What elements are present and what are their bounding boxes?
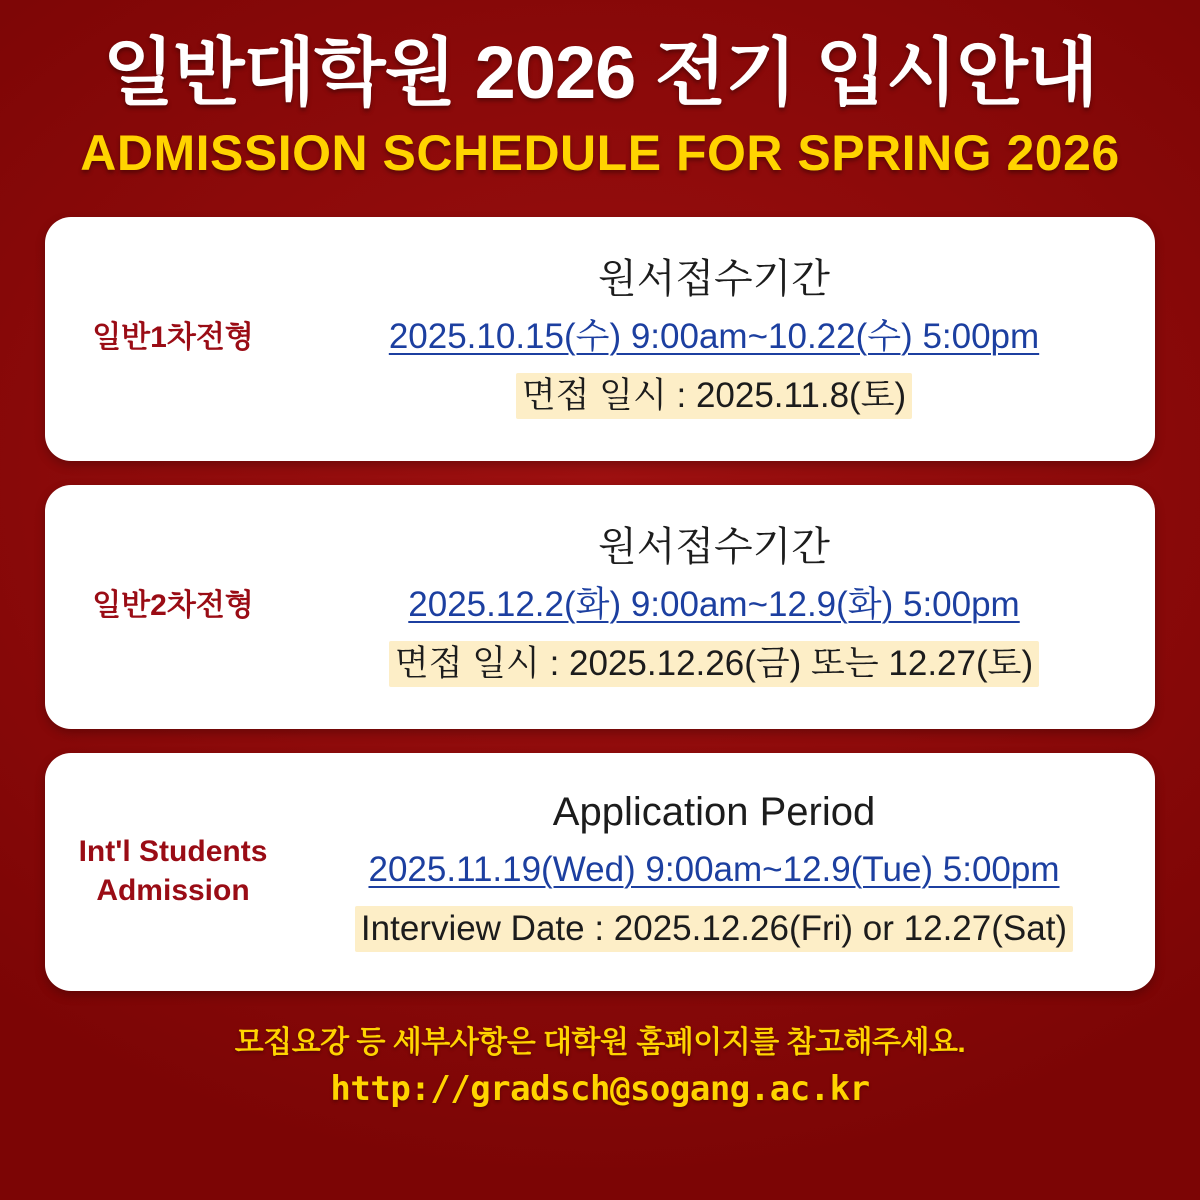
schedule-card-round1	[45, 217, 1155, 461]
application-period-heading-international: Application Period	[552, 789, 876, 834]
application-period-heading-round1: 원서접수기간	[598, 256, 830, 301]
card-body-international	[289, 790, 1139, 952]
page-title-english: ADMISSION SCHEDULE FOR SPRING 2026	[80, 124, 1120, 181]
schedule-card-international	[45, 753, 1155, 991]
card-label-round2: 일반2차전형	[92, 588, 254, 622]
application-period-value-round2: 2025.12.2(화) 9:00am~12.9(화) 5:00pm	[408, 584, 1020, 624]
page-title-korean: 일반대학원 2026 전기 입시안내	[102, 31, 1098, 114]
card-label-international-line2: Admission	[96, 873, 250, 907]
application-period-value-round1: 2025.10.15(수) 9:00am~10.22(수) 5:00pm	[388, 316, 1040, 356]
card-label-international-line1: Int'l Students	[78, 834, 268, 868]
schedule-card-list	[45, 217, 1155, 991]
card-label-international	[61, 832, 289, 910]
interview-date-round1: 면접 일시 : 2025.11.8(토)	[516, 373, 912, 419]
card-body-round1	[289, 257, 1139, 419]
application-period-value-international: 2025.11.19(Wed) 9:00am~12.9(Tue) 5:00pm	[368, 849, 1060, 889]
card-body-round2	[289, 525, 1139, 687]
graduate-school-website-link[interactable]: http://gradsch@sogang.ac.kr	[330, 1068, 870, 1109]
poster-footer	[0, 1017, 1200, 1109]
card-label-round1: 일반1차전형	[92, 320, 254, 354]
interview-date-international: Interview Date : 2025.12.26(Fri) or 12.27(Sat)	[355, 906, 1073, 952]
poster-header	[0, 0, 1200, 181]
interview-date-round2: 면접 일시 : 2025.12.26(금) 또는 12.27(토)	[389, 641, 1039, 687]
schedule-card-round2	[45, 485, 1155, 729]
footer-note: 모집요강 등 세부사항은 대학원 홈페이지를 참고해주세요.	[234, 1025, 966, 1059]
application-period-heading-round2: 원서접수기간	[598, 524, 830, 569]
